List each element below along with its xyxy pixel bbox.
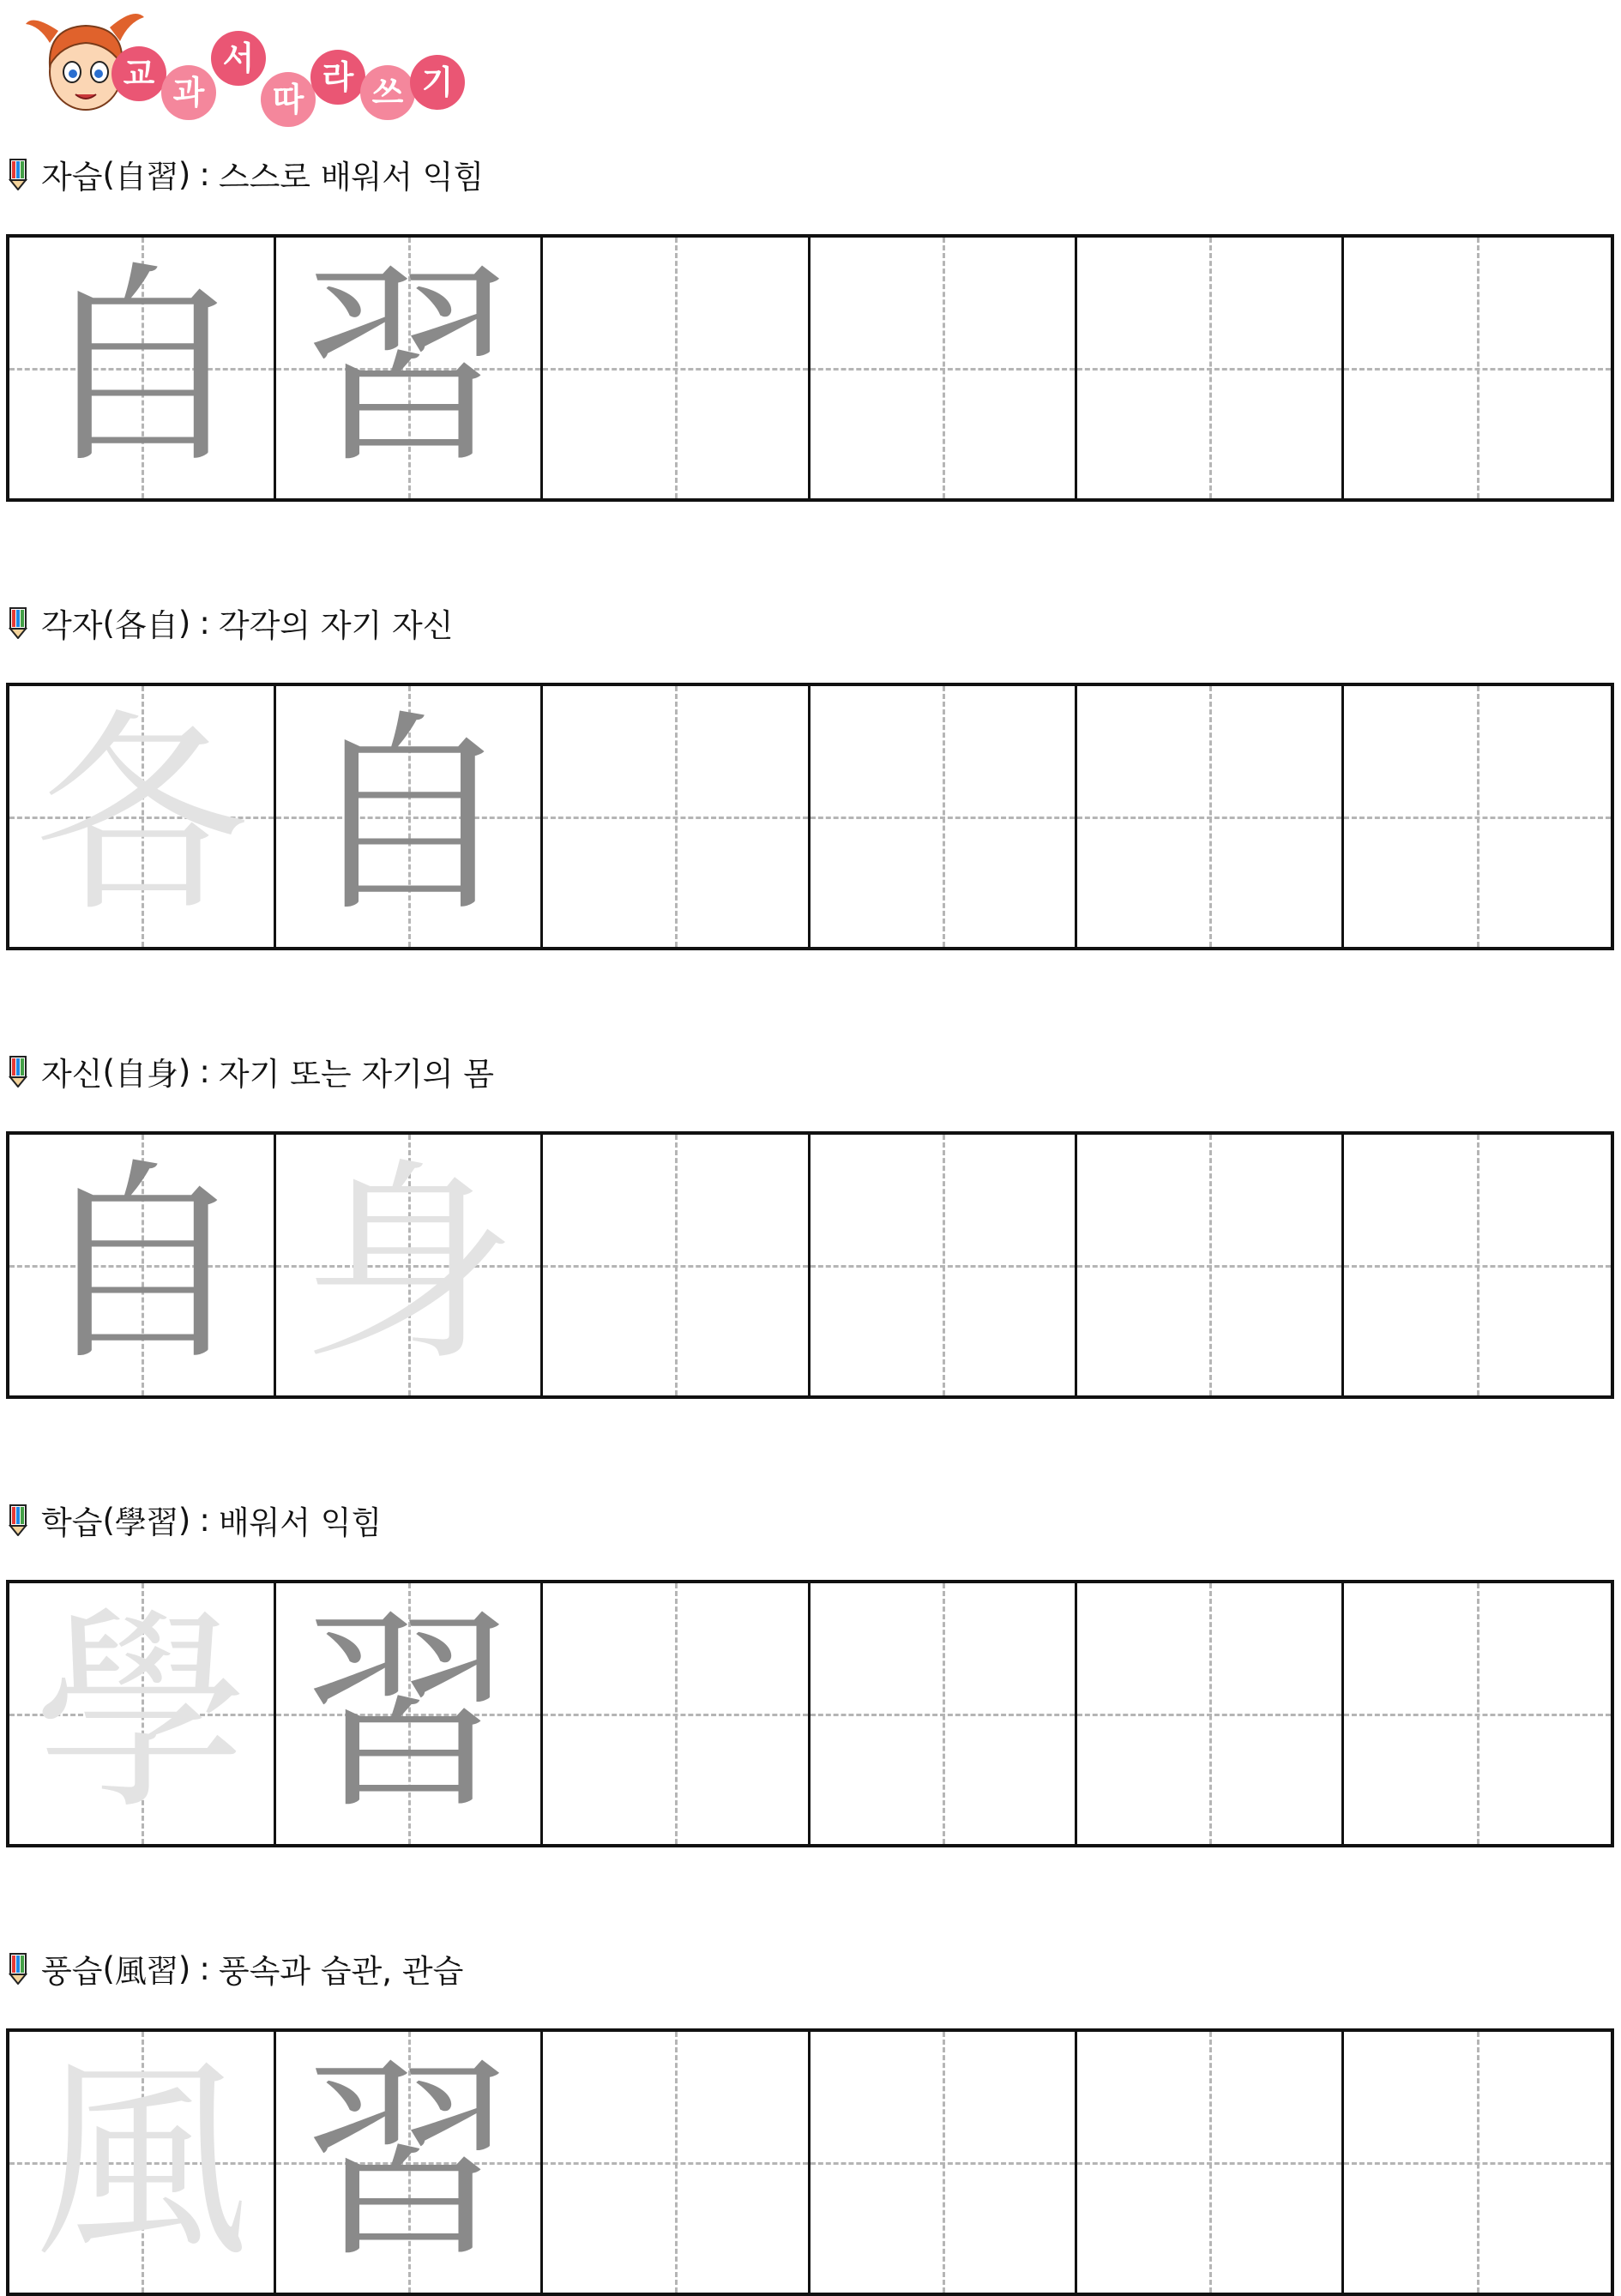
writing-grid xyxy=(6,234,1614,502)
word-meaning: 스스로 배워서 익힘 xyxy=(218,159,485,196)
trace-character: 風 xyxy=(34,2037,250,2287)
word-label: 자신 ( 自身 ) : 자기 또는 자기의 몸 xyxy=(9,1047,494,1095)
word-hanja: 各自 xyxy=(114,607,178,644)
practice-cell[interactable] xyxy=(1077,686,1344,947)
word-hangul: 자습 xyxy=(41,159,103,196)
guide-cell xyxy=(276,686,543,947)
trace-character: 身 xyxy=(301,1140,516,1389)
writing-grid xyxy=(6,1580,1614,1847)
guide-cell xyxy=(9,686,276,947)
guide-cell xyxy=(9,238,276,498)
guide-line-horizontal xyxy=(1344,817,1611,819)
writing-grid xyxy=(6,683,1614,950)
word-label: 학습 ( 學習 ) : 배워서 익힘 xyxy=(9,1496,382,1544)
practice-cell[interactable] xyxy=(1344,1135,1611,1395)
guide-line-horizontal xyxy=(1344,2162,1611,2165)
trace-character: 習 xyxy=(301,2037,516,2287)
guide-line-horizontal xyxy=(1344,1714,1611,1716)
guide-line-horizontal xyxy=(1077,1714,1341,1716)
guide-cell xyxy=(276,1135,543,1395)
guide-line-horizontal xyxy=(1077,368,1341,371)
practice-cell[interactable] xyxy=(543,1583,810,1844)
trace-character: 各 xyxy=(34,691,250,941)
guide-cell xyxy=(276,1583,543,1844)
word-hanja: 自習 xyxy=(114,159,178,196)
guide-cell xyxy=(9,2032,276,2293)
word-meaning: 배워서 익힘 xyxy=(218,1504,383,1541)
practice-cell[interactable] xyxy=(1344,1583,1611,1844)
trace-character: 自 xyxy=(301,691,516,941)
guide-cell xyxy=(9,1135,276,1395)
word-meaning: 풍속과 습관, 관습 xyxy=(218,1953,464,1990)
logo-char: 라 xyxy=(310,50,365,105)
guide-line-horizontal xyxy=(810,1265,1075,1268)
pencil-icon xyxy=(9,1504,27,1536)
logo-char: 쓰 xyxy=(360,65,415,120)
guide-line-horizontal xyxy=(1344,1265,1611,1268)
guide-line-horizontal xyxy=(1077,817,1341,819)
logo-char: 기 xyxy=(410,55,465,110)
pencil-icon xyxy=(9,158,27,190)
guide-line-horizontal xyxy=(810,368,1075,371)
practice-cell[interactable] xyxy=(1077,238,1344,498)
practice-cell[interactable] xyxy=(810,686,1077,947)
writing-grid xyxy=(6,1131,1614,1399)
practice-cell[interactable] xyxy=(1077,1135,1344,1395)
practice-cell[interactable] xyxy=(810,238,1077,498)
practice-cell[interactable] xyxy=(543,2032,810,2293)
guide-line-horizontal xyxy=(1077,1265,1341,1268)
word-hanja: 風習 xyxy=(114,1953,178,1990)
guide-line-horizontal xyxy=(810,2162,1075,2165)
word-meaning: 자기 또는 자기의 몸 xyxy=(218,1056,495,1093)
trace-character: 習 xyxy=(301,1588,516,1838)
practice-cell[interactable] xyxy=(810,1583,1077,1844)
trace-character: 習 xyxy=(301,243,516,492)
logo-char: 따 xyxy=(261,72,316,127)
pencil-icon xyxy=(9,606,27,639)
guide-line-horizontal xyxy=(543,817,807,819)
pencil-icon xyxy=(9,1055,27,1088)
word-label: 풍습 ( 風習 ) : 풍속과 습관, 관습 xyxy=(9,1944,463,1992)
guide-line-horizontal xyxy=(1344,368,1611,371)
pencil-icon xyxy=(9,1952,27,1985)
word-label: 자습 ( 自習 ) : 스스로 배워서 익힘 xyxy=(9,150,484,198)
trace-character: 自 xyxy=(34,243,250,492)
word-hanja: 自身 xyxy=(114,1056,178,1093)
trace-character: 學 xyxy=(34,1588,250,1838)
guide-cell xyxy=(9,1583,276,1844)
word-label: 각자 ( 各自 ) : 각각의 자기 자신 xyxy=(9,599,454,647)
word-hanja: 學習 xyxy=(114,1504,178,1541)
word-hangul: 학습 xyxy=(41,1504,103,1541)
practice-cell[interactable] xyxy=(1344,238,1611,498)
guide-line-horizontal xyxy=(543,1265,807,1268)
practice-cell[interactable] xyxy=(1344,686,1611,947)
guide-line-horizontal xyxy=(810,817,1075,819)
practice-cell[interactable] xyxy=(543,686,810,947)
guide-line-horizontal xyxy=(543,1714,807,1716)
practice-cell[interactable] xyxy=(543,238,810,498)
guide-cell xyxy=(276,2032,543,2293)
trace-character: 自 xyxy=(34,1140,250,1389)
word-hangul: 자신 xyxy=(41,1056,103,1093)
guide-cell xyxy=(276,238,543,498)
practice-cell[interactable] xyxy=(543,1135,810,1395)
logo-char: 과 xyxy=(161,65,216,120)
logo-char: 서 xyxy=(211,31,266,86)
guide-line-horizontal xyxy=(543,2162,807,2165)
guide-line-horizontal xyxy=(543,368,807,371)
practice-cell[interactable] xyxy=(1077,1583,1344,1844)
logo-char: 교 xyxy=(111,46,166,101)
word-hangul: 각자 xyxy=(41,607,103,644)
practice-cell[interactable] xyxy=(1344,2032,1611,2293)
practice-cell[interactable] xyxy=(810,2032,1077,2293)
writing-grid xyxy=(6,2028,1614,2296)
guide-line-horizontal xyxy=(810,1714,1075,1716)
guide-line-horizontal xyxy=(1077,2162,1341,2165)
word-meaning: 각각의 자기 자신 xyxy=(218,607,454,644)
header-logo xyxy=(24,5,470,117)
practice-cell[interactable] xyxy=(1077,2032,1344,2293)
practice-cell[interactable] xyxy=(810,1135,1077,1395)
word-hangul: 풍습 xyxy=(41,1953,103,1990)
